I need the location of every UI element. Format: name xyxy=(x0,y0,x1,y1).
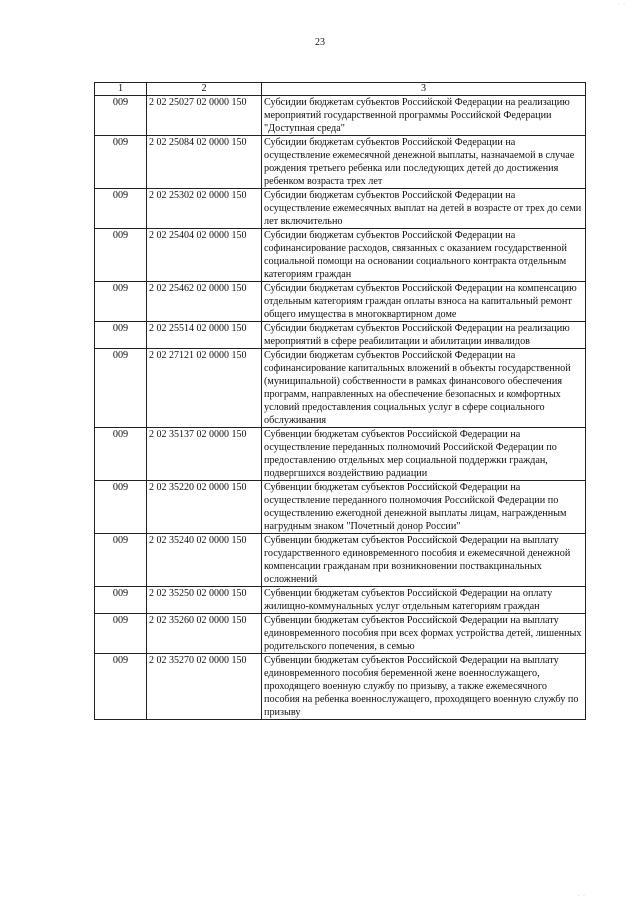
budget-code-cell: 2 02 27121 02 0000 150 xyxy=(147,349,262,428)
budget-code-cell: 2 02 25302 02 0000 150 xyxy=(147,189,262,229)
table-row xyxy=(95,654,586,720)
budget-code-cell: 2 02 25404 02 0000 150 xyxy=(147,229,262,282)
budget-codes-table xyxy=(94,82,586,720)
scan-mark-top: · · xyxy=(617,2,626,8)
budget-code-cell: 2 02 35260 02 0000 150 xyxy=(147,614,262,654)
table-row xyxy=(95,587,586,614)
table-row xyxy=(95,481,586,534)
budget-code-cell: 2 02 35220 02 0000 150 xyxy=(147,481,262,534)
income-name-cell: Субвенции бюджетам субъектов Российской Федерации на выплату единовременного пособия при всех формах устройства детей, лишенных родительского попечения, в семью xyxy=(262,614,586,654)
table-row xyxy=(95,189,586,229)
table-row xyxy=(95,428,586,481)
table-row xyxy=(95,614,586,654)
admin-code-cell: 009 xyxy=(95,614,147,654)
income-name-cell: Субсидии бюджетам субъектов Российской Федерации на компенсацию отдельным категориям граждан оплаты взноса на капитальный ремонт общего имущества в многоквартирном доме xyxy=(262,282,586,322)
budget-code-cell: 2 02 25462 02 0000 150 xyxy=(147,282,262,322)
column-header-3: 3 xyxy=(262,83,586,96)
budget-code-cell: 2 02 35137 02 0000 150 xyxy=(147,428,262,481)
income-name-cell: Субвенции бюджетам субъектов Российской Федерации на оплату жилищно-коммунальных услуг отдельным категориям граждан xyxy=(262,587,586,614)
income-name-cell: Субсидии бюджетам субъектов Российской Федерации на осуществление ежемесячных выплат на детей в возрасте от трех до семи лет включительно xyxy=(262,189,586,229)
income-name-cell: Субсидии бюджетам субъектов Российской Федерации на реализацию мероприятий в сфере реабилитации и абилитации инвалидов xyxy=(262,322,586,349)
table-header-row xyxy=(95,83,586,96)
income-name-cell: Субвенции бюджетам субъектов Российской Федерации на осуществление переданных полномочий Российской Федерации по предоставлению отдельных мер социальной поддержки граждан, подвергшихся воздействию радиации xyxy=(262,428,586,481)
income-name-cell: Субсидии бюджетам субъектов Российской Федерации на реализацию мероприятий государственной программы Российской Федерации "Доступная среда" xyxy=(262,96,586,136)
budget-code-cell: 2 02 35270 02 0000 150 xyxy=(147,654,262,720)
table-row xyxy=(95,96,586,136)
admin-code-cell: 009 xyxy=(95,349,147,428)
income-name-cell: Субвенции бюджетам субъектов Российской Федерации на выплату единовременного пособия беременной жене военнослужащего, проходящего военную службу по призыву, а также ежемесячного пособия на ребенка военнослужащего, проходящего военную службу по призыву xyxy=(262,654,586,720)
income-name-cell: Субсидии бюджетам субъектов Российской Федерации на софинансирование расходов, связанных с оказанием государственной социальной помощи на основании социального контракта отдельным категориям граждан xyxy=(262,229,586,282)
table-row xyxy=(95,322,586,349)
table-row xyxy=(95,534,586,587)
budget-code-cell: 2 02 35250 02 0000 150 xyxy=(147,587,262,614)
admin-code-cell: 009 xyxy=(95,654,147,720)
admin-code-cell: 009 xyxy=(95,481,147,534)
budget-code-cell: 2 02 25027 02 0000 150 xyxy=(147,96,262,136)
admin-code-cell: 009 xyxy=(95,428,147,481)
admin-code-cell: 009 xyxy=(95,96,147,136)
income-name-cell: Субвенции бюджетам субъектов Российской Федерации на осуществление переданного полномочия Российской Федерации по осуществлению ежегодной денежной выплаты лицам, награжденным нагрудным знаком "Почетный донор России" xyxy=(262,481,586,534)
budget-code-cell: 2 02 25514 02 0000 150 xyxy=(147,322,262,349)
admin-code-cell: 009 xyxy=(95,136,147,189)
income-name-cell: Субсидии бюджетам субъектов Российской Федерации на софинансирование капитальных вложений в объекты государственной (муниципальной) собственности в рамках финансового обеспечения программ, направленных на обеспечение безопасных и комфортных условий предоставления социальных услуг в сфере социального обслуживания xyxy=(262,349,586,428)
income-name-cell: Субсидии бюджетам субъектов Российской Федерации на осуществление ежемесячной денежной выплаты, назначаемой в случае рождения третьего ребенка или последующих детей до достижения ребенком возраста трех лет xyxy=(262,136,586,189)
table-row xyxy=(95,136,586,189)
admin-code-cell: 009 xyxy=(95,587,147,614)
admin-code-cell: 009 xyxy=(95,229,147,282)
admin-code-cell: 009 xyxy=(95,322,147,349)
admin-code-cell: 009 xyxy=(95,282,147,322)
table-row xyxy=(95,229,586,282)
admin-code-cell: 009 xyxy=(95,189,147,229)
budget-code-cell: 2 02 35240 02 0000 150 xyxy=(147,534,262,587)
table-body xyxy=(95,96,586,720)
page-number: 23 xyxy=(315,37,325,48)
table-row xyxy=(95,349,586,428)
scan-mark-bottom: · · xyxy=(577,893,586,899)
table-row xyxy=(95,282,586,322)
budget-code-cell: 2 02 25084 02 0000 150 xyxy=(147,136,262,189)
column-header-2: 2 xyxy=(147,83,262,96)
admin-code-cell: 009 xyxy=(95,534,147,587)
column-header-1: 1 xyxy=(95,83,147,96)
income-name-cell: Субвенции бюджетам субъектов Российской Федерации на выплату государственного единовременного пособия и ежемесячной денежной компенсации гражданам при возникновении поствакцинальных осложнений xyxy=(262,534,586,587)
